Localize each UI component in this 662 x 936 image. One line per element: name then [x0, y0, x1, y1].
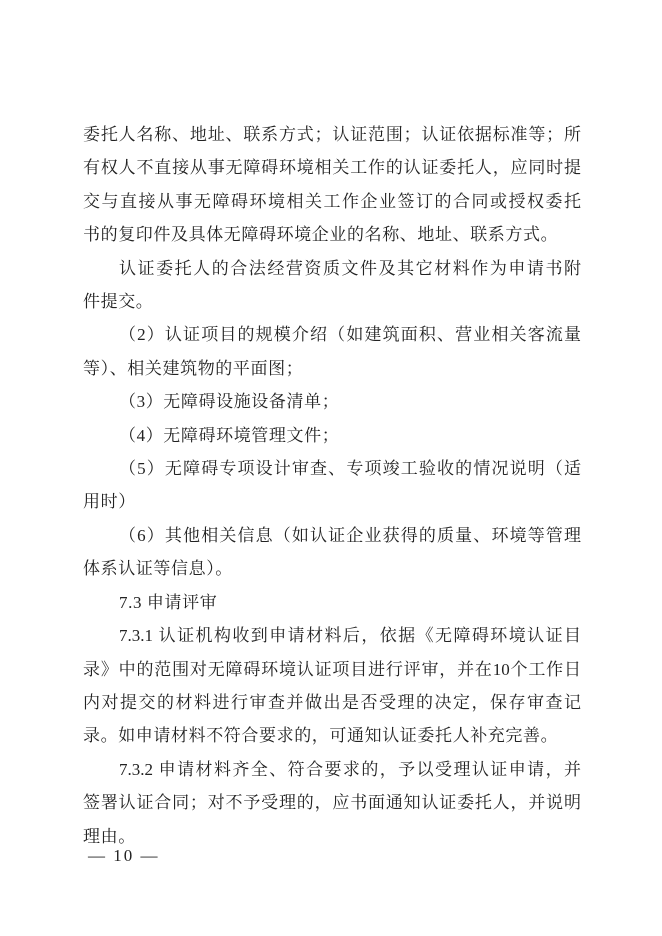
text-line: 有权人不直接从事无障碍环境相关工作的认证委托人，应同时提: [83, 158, 581, 178]
text-line: 用时）: [83, 492, 136, 512]
section-heading: [83, 586, 581, 619]
text-line: 签署认证合同；对不予受理的，应书面通知认证委托人，并说明: [83, 793, 581, 813]
text-line: 录。如申请材料不符合要求的，可通知认证委托人补充完善。: [83, 726, 559, 746]
document-body: [83, 118, 581, 853]
text-line: （6）其他相关信息（如认证企业获得的质量、环境等管理: [119, 525, 581, 545]
text-line: 7.3.1 认证机构收到申请材料后，依据《无障碍环境认证目: [119, 626, 581, 646]
text-line: （5）无障碍专项设计审查、专项竣工验收的情况说明（适: [119, 459, 581, 479]
paragraph: [83, 419, 581, 452]
text-line: （2）认证项目的规模介绍（如建筑面积、营业相关客流量: [119, 325, 581, 345]
text-line: 委托人名称、地址、联系方式；认证范围；认证依据标准等；所: [83, 125, 581, 144]
text-line: （3）无障碍设施设备清单；: [119, 392, 340, 412]
text-line: 录》中的范围对无障碍环境认证项目进行评审，并在10个工作日: [83, 659, 581, 679]
paragraph: [83, 385, 581, 418]
page-number: — 10 —: [88, 846, 160, 865]
text-line: 理由。: [83, 826, 136, 846]
text-line: 7.3.2 申请材料齐全、符合要求的，予以受理认证申请，并: [119, 759, 581, 779]
paragraph: [83, 619, 581, 753]
text-line: 交与直接从事无障碍环境相关工作企业签订的合同或授权委托: [83, 191, 581, 211]
paragraph: [83, 753, 581, 853]
paragraph: [83, 318, 581, 385]
text-line: 书的复印件及具体无障碍环境企业的名称、地址、联系方式。: [83, 225, 559, 245]
text-line: 7.3 申请评审: [119, 592, 218, 612]
text-line: 认证委托人的合法经营资质文件及其它材料作为申请书附: [119, 258, 581, 278]
paragraph: [83, 252, 581, 319]
text-line: （4）无障碍环境管理文件；: [119, 425, 340, 445]
paragraph: [83, 519, 581, 586]
text-line: 等）、相关建筑物的平面图；: [83, 358, 304, 378]
text-line: 体系认证等信息）。: [83, 559, 233, 579]
paragraph: [83, 452, 581, 519]
paragraph: [83, 118, 581, 252]
text-line: 件提交。: [83, 292, 154, 312]
text-line: 内对提交的材料进行审查并做出是否受理的决定，保存审查记: [83, 692, 581, 712]
